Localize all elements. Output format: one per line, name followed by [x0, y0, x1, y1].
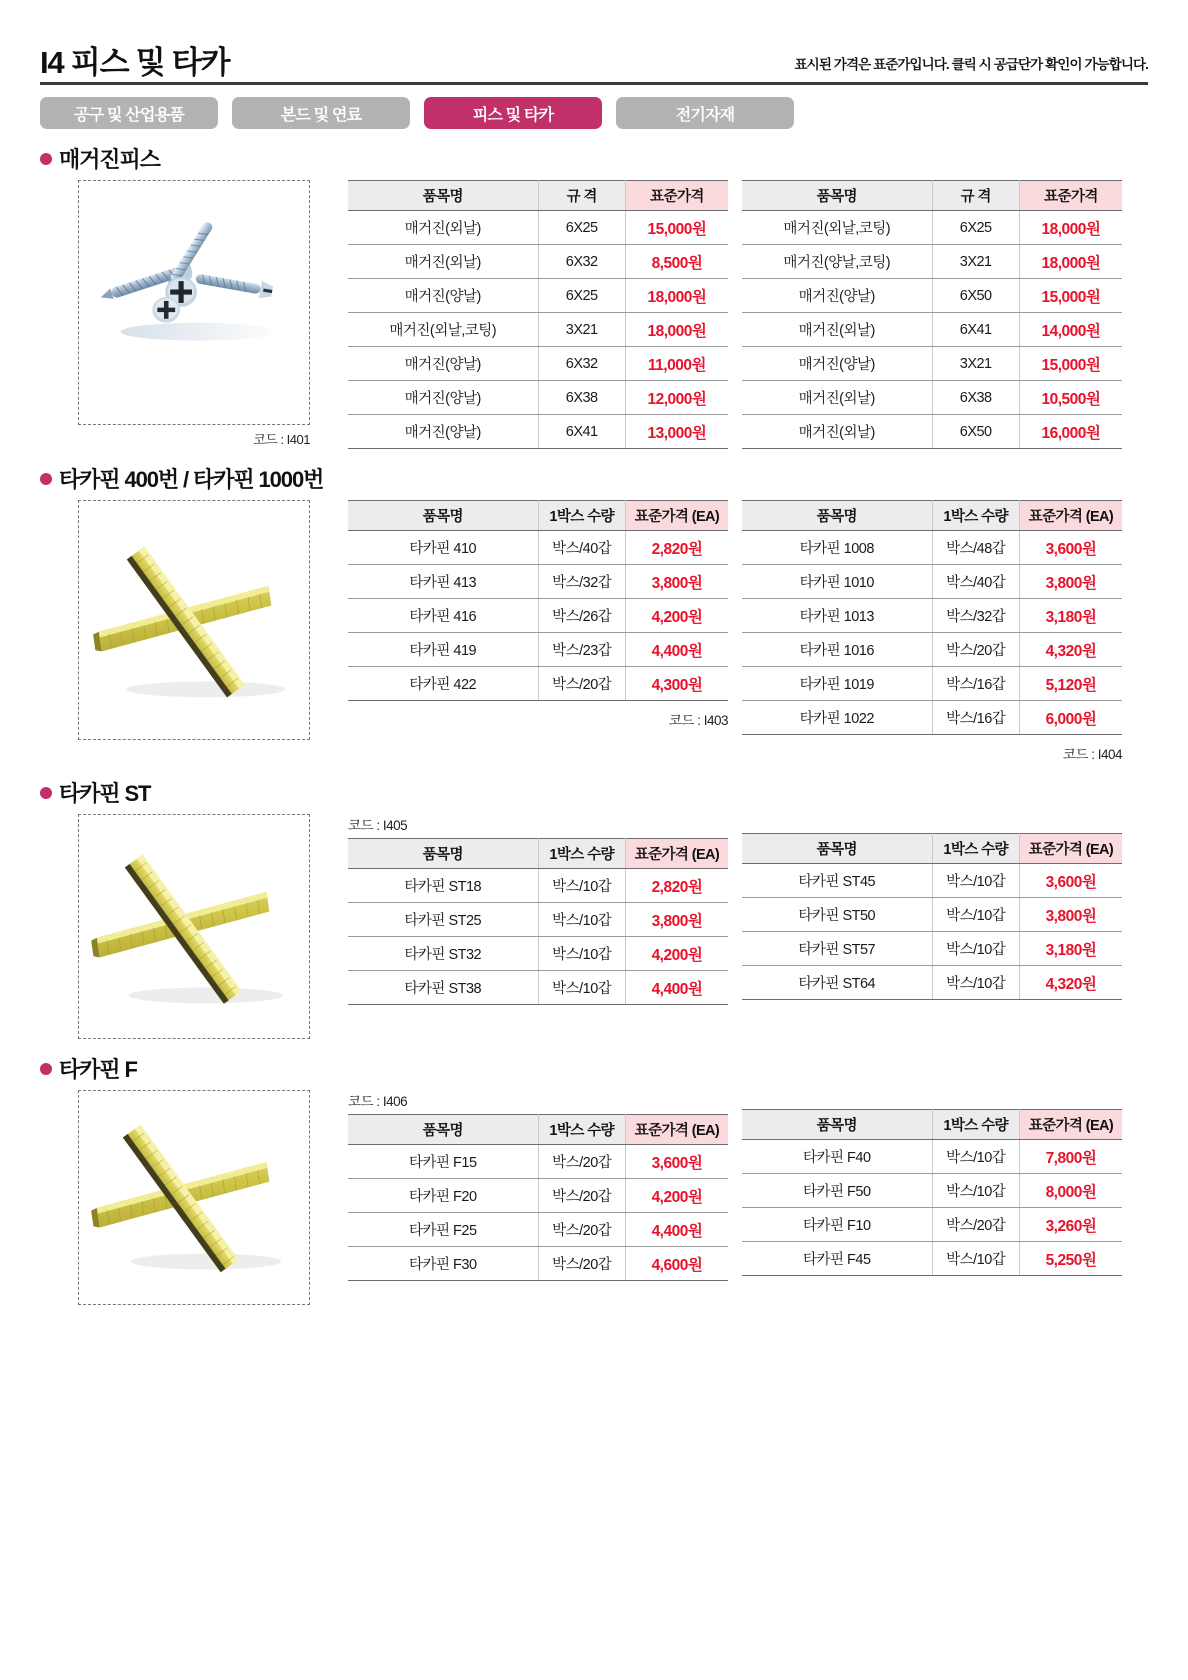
cell-price: 3,800원 [1019, 565, 1122, 599]
cell-name: 타카핀 1010 [742, 565, 932, 599]
cell-name: 타카핀 ST32 [348, 937, 538, 971]
cell-spec: 박스/20갑 [538, 667, 625, 701]
cell-price: 16,000원 [1019, 415, 1122, 449]
cell-spec: 박스/20갑 [538, 1213, 625, 1247]
staple-pin-photo-icon [79, 815, 309, 1038]
bullet-icon [40, 787, 52, 799]
table-row[interactable] [742, 1140, 1122, 1174]
section-pin-f [40, 1053, 1148, 1305]
cell-price: 7,800원 [1019, 1140, 1122, 1174]
col-header-box-qty: 1박스 수량 [932, 1110, 1019, 1140]
cell-price: 8,500원 [625, 245, 728, 279]
table-header-row [348, 839, 728, 869]
cell-name: 매거진(양날) [348, 279, 538, 313]
table-row[interactable] [742, 898, 1122, 932]
table-header-row [742, 834, 1122, 864]
section-title-text: 타카핀 400번 / 타카핀 1000번 [59, 467, 324, 492]
table-header-row [742, 1110, 1122, 1140]
cell-price: 4,600원 [625, 1247, 728, 1281]
photo-column [78, 180, 310, 448]
cell-spec: 박스/10갑 [932, 932, 1019, 966]
product-code-pin1000: 코드 : I404 [1062, 747, 1122, 762]
col-header-name: 품목명 [742, 834, 932, 864]
table-pin1000-right [742, 500, 1122, 763]
col-header-name: 품목명 [348, 1115, 538, 1145]
cell-price: 15,000원 [1019, 279, 1122, 313]
table-row[interactable] [348, 279, 728, 313]
table-row[interactable] [348, 531, 728, 565]
spacer [742, 1090, 1122, 1105]
cell-name: 타카핀 F40 [742, 1140, 932, 1174]
cell-spec: 박스/10갑 [932, 1242, 1019, 1276]
page-title: I4 피스 및 타카 [40, 45, 230, 80]
photo-column [78, 500, 310, 740]
cell-price: 3,260원 [1019, 1208, 1122, 1242]
cell-spec: 6X32 [538, 347, 625, 381]
tab-bond-fuel[interactable]: 본드 및 연료 [232, 97, 410, 129]
cell-price: 3,180원 [1019, 599, 1122, 633]
table-row[interactable] [348, 1247, 728, 1281]
cell-name: 매거진(양날) [348, 347, 538, 381]
table-row[interactable] [742, 415, 1122, 449]
bullet-icon [40, 153, 52, 165]
cell-name: 매거진(양날) [348, 415, 538, 449]
table-row[interactable] [742, 1208, 1122, 1242]
table-row[interactable] [348, 415, 728, 449]
table-row[interactable] [742, 347, 1122, 381]
cell-spec: 6X25 [932, 211, 1019, 245]
cell-price: 4,200원 [625, 599, 728, 633]
table-row[interactable] [348, 599, 728, 633]
table-row[interactable] [742, 667, 1122, 701]
photo-column [78, 1090, 310, 1305]
product-code-pinst: 코드 : I405 [348, 818, 408, 833]
table-row[interactable] [742, 701, 1122, 735]
cell-price: 4,300원 [625, 667, 728, 701]
cell-spec: 박스/10갑 [932, 898, 1019, 932]
table-row[interactable] [742, 313, 1122, 347]
table-pinst-right [742, 814, 1122, 1005]
cell-spec: 박스/10갑 [538, 869, 625, 903]
bullet-icon [40, 1063, 52, 1075]
cell-name: 매거진(외날) [742, 381, 932, 415]
cell-name: 타카핀 ST25 [348, 903, 538, 937]
cell-name: 타카핀 1022 [742, 701, 932, 735]
cell-price: 4,400원 [625, 1213, 728, 1247]
section-pin-st [40, 777, 1148, 1039]
cell-spec: 6X25 [538, 211, 625, 245]
cell-spec: 박스/32갑 [932, 599, 1019, 633]
col-header-price-ea: 표준가격 (EA) [1019, 1110, 1122, 1140]
cell-price: 4,320원 [1019, 633, 1122, 667]
cell-name: 타카핀 F45 [742, 1242, 932, 1276]
cell-price: 2,820원 [625, 531, 728, 565]
section-title-row [40, 463, 1148, 494]
header-divider [40, 82, 1148, 85]
table-row[interactable] [348, 381, 728, 415]
bullet-icon [40, 473, 52, 485]
cell-name: 매거진(외날) [742, 415, 932, 449]
table-row[interactable] [348, 565, 728, 599]
tables-magazine [348, 180, 1148, 449]
cell-spec: 박스/20갑 [932, 1208, 1019, 1242]
cell-price: 4,200원 [625, 1179, 728, 1213]
col-header-price-ea: 표준가격 (EA) [625, 1115, 728, 1145]
cell-name: 타카핀 1008 [742, 531, 932, 565]
tab-electrical[interactable]: 전기자재 [616, 97, 794, 129]
col-header-box-qty: 1박스 수량 [538, 839, 625, 869]
cell-name: 타카핀 ST38 [348, 971, 538, 1005]
table-row[interactable] [348, 869, 728, 903]
cell-price: 18,000원 [1019, 245, 1122, 279]
cell-name: 매거진(외날) [348, 211, 538, 245]
section-title-text: 매거진피스 [59, 147, 160, 172]
cell-price: 3,800원 [1019, 898, 1122, 932]
section-title-text: 타카핀 ST [59, 781, 151, 806]
category-tabs [40, 97, 1148, 129]
cell-name: 타카핀 F30 [348, 1247, 538, 1281]
col-header-box-qty: 1박스 수량 [932, 834, 1019, 864]
cell-price: 4,400원 [625, 971, 728, 1005]
cell-price: 3,600원 [625, 1145, 728, 1179]
cell-spec: 박스/23갑 [538, 633, 625, 667]
table-row[interactable] [348, 1213, 728, 1247]
cell-spec: 박스/20갑 [538, 1145, 625, 1179]
cell-price: 15,000원 [625, 211, 728, 245]
cell-spec: 6X41 [932, 313, 1019, 347]
cell-spec: 박스/10갑 [538, 937, 625, 971]
cell-spec: 3X21 [538, 313, 625, 347]
cell-price: 4,320원 [1019, 966, 1122, 1000]
section-pin-400-1000 [40, 463, 1148, 763]
cell-name: 타카핀 F25 [348, 1213, 538, 1247]
col-header-box-qty: 1박스 수량 [538, 1115, 625, 1145]
cell-name: 타카핀 ST64 [742, 966, 932, 1000]
cell-price: 10,500원 [1019, 381, 1122, 415]
table-header-row [742, 501, 1122, 531]
cell-spec: 박스/10갑 [932, 1140, 1019, 1174]
cell-price: 15,000원 [1019, 347, 1122, 381]
table-pinf-right [742, 1090, 1122, 1281]
cell-name: 매거진(양날) [742, 347, 932, 381]
table-row[interactable] [348, 347, 728, 381]
cell-price: 18,000원 [625, 313, 728, 347]
cell-spec: 박스/20갑 [538, 1179, 625, 1213]
cell-price: 3,600원 [1019, 864, 1122, 898]
table-row[interactable] [348, 211, 728, 245]
table-row[interactable] [742, 932, 1122, 966]
table-row[interactable] [742, 531, 1122, 565]
col-header-name: 품목명 [348, 501, 538, 531]
table-row[interactable] [348, 667, 728, 701]
col-header-name: 품목명 [742, 501, 932, 531]
table-row[interactable] [742, 1174, 1122, 1208]
cell-spec: 박스/16갑 [932, 701, 1019, 735]
cell-spec: 6X38 [538, 381, 625, 415]
cell-name: 타카핀 419 [348, 633, 538, 667]
cell-name: 타카핀 ST45 [742, 864, 932, 898]
cell-name: 매거진(외날) [348, 245, 538, 279]
cell-spec: 박스/10갑 [932, 966, 1019, 1000]
product-code-magazine: 코드 : I401 [253, 432, 310, 447]
cell-name: 매거진(외날,코팅) [742, 211, 932, 245]
table-pin400-left [348, 500, 728, 763]
cell-name: 매거진(양날) [742, 279, 932, 313]
tables-pinst [348, 814, 1148, 1005]
table-row[interactable] [742, 565, 1122, 599]
table-header-row [742, 181, 1122, 211]
cell-spec: 박스/16갑 [932, 667, 1019, 701]
cell-name: 타카핀 F20 [348, 1179, 538, 1213]
col-header-spec: 규 격 [538, 181, 625, 211]
cell-spec: 박스/10갑 [538, 903, 625, 937]
product-image-box-pin400 [78, 500, 310, 740]
section-title-text: 타카핀 F [59, 1057, 137, 1082]
cell-name: 타카핀 F50 [742, 1174, 932, 1208]
cell-name: 매거진(양날,코팅) [742, 245, 932, 279]
cell-name: 타카핀 F10 [742, 1208, 932, 1242]
table-row[interactable] [742, 211, 1122, 245]
table-magazine-right [742, 180, 1122, 449]
table-pinst-left [348, 814, 728, 1005]
section-magazine-screw [40, 143, 1148, 449]
col-header-price: 표준가격 [1019, 181, 1122, 211]
cell-price: 18,000원 [1019, 211, 1122, 245]
table-row[interactable] [348, 903, 728, 937]
cell-price: 2,820원 [625, 869, 728, 903]
table-row[interactable] [742, 864, 1122, 898]
cell-price: 3,800원 [625, 903, 728, 937]
cell-spec: 6X41 [538, 415, 625, 449]
col-header-price-ea: 표준가격 (EA) [1019, 834, 1122, 864]
table-row[interactable] [742, 633, 1122, 667]
col-header-box-qty: 1박스 수량 [932, 501, 1019, 531]
table-row[interactable] [348, 245, 728, 279]
col-header-spec: 규 격 [932, 181, 1019, 211]
cell-spec: 박스/10갑 [932, 864, 1019, 898]
cell-spec: 박스/40갑 [538, 531, 625, 565]
section-title-row [40, 1053, 1148, 1084]
cell-price: 11,000원 [625, 347, 728, 381]
product-image-box-pinf [78, 1090, 310, 1305]
cell-name: 매거진(양날) [348, 381, 538, 415]
cell-price: 4,400원 [625, 633, 728, 667]
table-header-row [348, 1115, 728, 1145]
table-row[interactable] [742, 966, 1122, 1000]
staple-pin-photo-icon [79, 501, 309, 739]
cell-price: 12,000원 [625, 381, 728, 415]
cell-price: 18,000원 [625, 279, 728, 313]
cell-spec: 박스/20갑 [932, 633, 1019, 667]
table-row[interactable] [742, 599, 1122, 633]
table-row[interactable] [348, 1179, 728, 1213]
table-header-row [348, 181, 728, 211]
table-row[interactable] [742, 279, 1122, 313]
col-header-name: 품목명 [348, 181, 538, 211]
cell-spec: 박스/32갑 [538, 565, 625, 599]
cell-price: 5,120원 [1019, 667, 1122, 701]
cell-name: 매거진(외날) [742, 313, 932, 347]
tables-pin400 [348, 500, 1148, 763]
cell-price: 3,800원 [625, 565, 728, 599]
table-row[interactable] [742, 1242, 1122, 1276]
cell-name: 타카핀 416 [348, 599, 538, 633]
product-code-pinf: 코드 : I406 [348, 1094, 408, 1109]
table-header-row [348, 501, 728, 531]
cell-spec: 6X25 [538, 279, 625, 313]
price-notice: 표시된 가격은 표준가입니다. 클릭 시 공급단가 확인이 가능합니다. [794, 57, 1148, 72]
col-header-price: 표준가격 [625, 181, 728, 211]
cell-name: 타카핀 410 [348, 531, 538, 565]
col-header-price-ea: 표준가격 (EA) [625, 839, 728, 869]
page-header [40, 0, 1148, 82]
table-row[interactable] [348, 1145, 728, 1179]
tables-pinf [348, 1090, 1148, 1281]
cell-name: 타카핀 F15 [348, 1145, 538, 1179]
product-code-pin400: 코드 : I403 [668, 713, 728, 728]
cell-name: 타카핀 ST18 [348, 869, 538, 903]
cell-name: 타카핀 1016 [742, 633, 932, 667]
cell-name: 타카핀 422 [348, 667, 538, 701]
section-title-row [40, 143, 1148, 174]
cell-name: 타카핀 ST50 [742, 898, 932, 932]
product-image-box-magazine [78, 180, 310, 425]
cell-spec: 6X50 [932, 415, 1019, 449]
cell-spec: 3X21 [932, 347, 1019, 381]
col-header-name: 품목명 [742, 1110, 932, 1140]
cell-price: 3,180원 [1019, 932, 1122, 966]
section-title-row [40, 777, 1148, 808]
photo-column [78, 814, 310, 1039]
staple-pin-photo-icon [79, 1091, 309, 1304]
tab-tools[interactable]: 공구 및 산업용품 [40, 97, 218, 129]
table-row[interactable] [348, 937, 728, 971]
cell-spec: 박스/10갑 [538, 971, 625, 1005]
cell-spec: 박스/20갑 [538, 1247, 625, 1281]
cell-price: 14,000원 [1019, 313, 1122, 347]
cell-name: 타카핀 ST57 [742, 932, 932, 966]
screw-photo-icon [79, 181, 309, 424]
cell-spec: 3X21 [932, 245, 1019, 279]
cell-price: 4,200원 [625, 937, 728, 971]
cell-spec: 박스/40갑 [932, 565, 1019, 599]
cell-price: 13,000원 [625, 415, 728, 449]
col-header-box-qty: 1박스 수량 [538, 501, 625, 531]
spacer [742, 814, 1122, 829]
cell-name: 타카핀 1013 [742, 599, 932, 633]
cell-spec: 6X50 [932, 279, 1019, 313]
col-header-price-ea: 표준가격 (EA) [625, 501, 728, 531]
cell-name: 타카핀 413 [348, 565, 538, 599]
cell-spec: 박스/48갑 [932, 531, 1019, 565]
cell-spec: 박스/10갑 [932, 1174, 1019, 1208]
table-row[interactable] [742, 245, 1122, 279]
cell-name: 타카핀 1019 [742, 667, 932, 701]
product-image-box-pinst [78, 814, 310, 1039]
table-pinf-left [348, 1090, 728, 1281]
cell-name: 매거진(외날,코팅) [348, 313, 538, 347]
cell-price: 3,600원 [1019, 531, 1122, 565]
table-row[interactable] [742, 381, 1122, 415]
col-header-price-ea: 표준가격 (EA) [1019, 501, 1122, 531]
table-magazine-left [348, 180, 728, 449]
table-row[interactable] [348, 633, 728, 667]
table-row[interactable] [348, 313, 728, 347]
cell-price: 8,000원 [1019, 1174, 1122, 1208]
table-row[interactable] [348, 971, 728, 1005]
cell-spec: 6X38 [932, 381, 1019, 415]
cell-spec: 6X32 [538, 245, 625, 279]
tab-screws-tacker[interactable]: 피스 및 타카 [424, 97, 602, 129]
cell-price: 6,000원 [1019, 701, 1122, 735]
cell-spec: 박스/26갑 [538, 599, 625, 633]
cell-price: 5,250원 [1019, 1242, 1122, 1276]
col-header-name: 품목명 [742, 181, 932, 211]
col-header-name: 품목명 [348, 839, 538, 869]
